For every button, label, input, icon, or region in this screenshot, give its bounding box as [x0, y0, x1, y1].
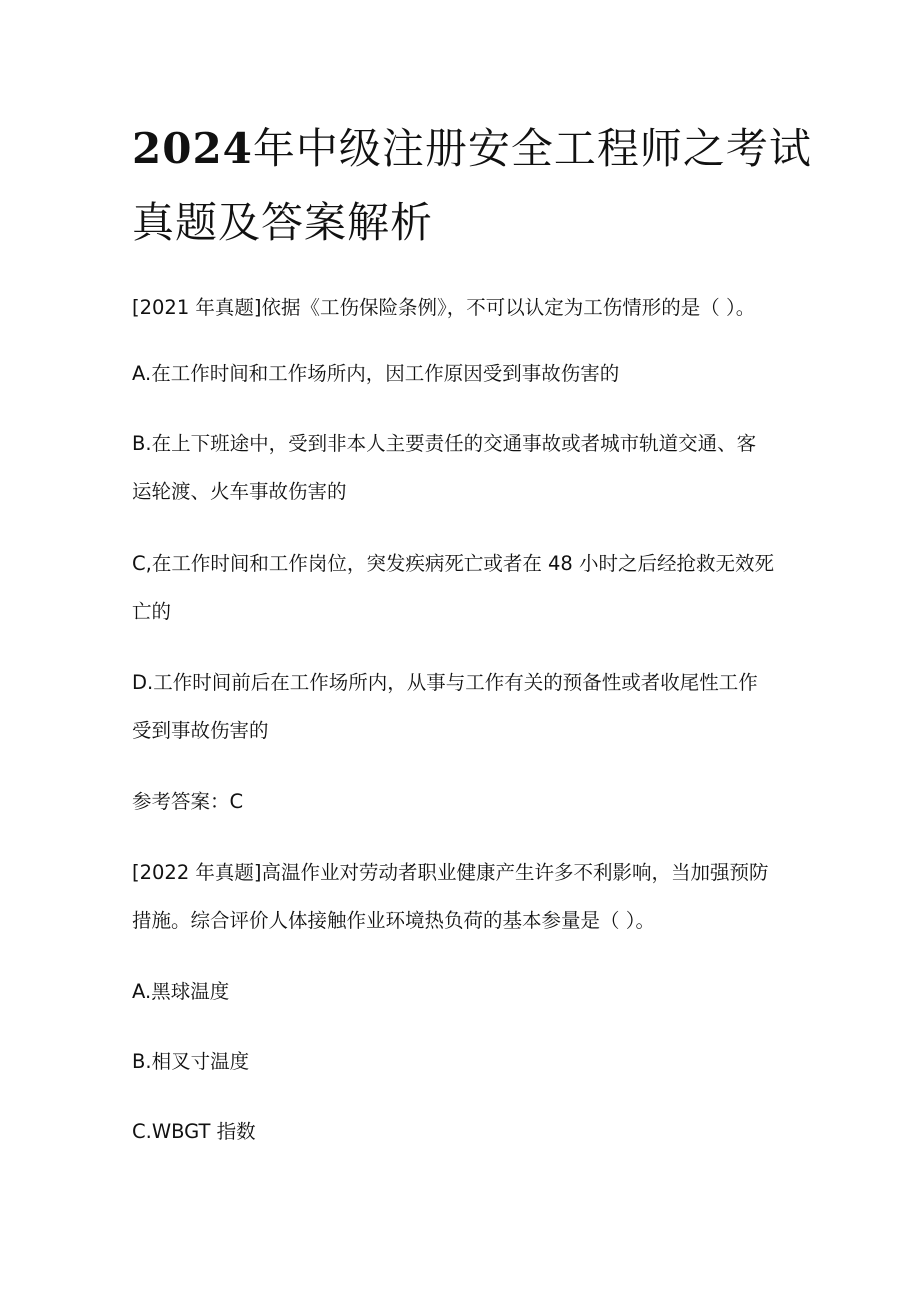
title-line-1-text: 年中级注册安全工程师之考试	[252, 124, 812, 173]
q1-answer: 参考答案：C	[132, 790, 244, 813]
q2-option-c: C.WBGT 指数	[132, 1120, 256, 1143]
q1-option-c-line-2: 亡的	[132, 600, 172, 623]
q1-option-c-line-1: C,在工作时间和工作岗位，突发疾病死亡或者在 48 小时之后经抢救无效死	[132, 552, 775, 575]
q1-option-b	[132, 420, 792, 516]
title-year: 2024	[132, 124, 253, 173]
q1-option-d-line-1: D.工作时间前后在工作场所内，从事与工作有关的预备性或者收尾性工作	[132, 671, 758, 694]
q1-stem: [2021 年真题]依据《工伤保险条例》，不可以认定为工伤情形的是（ ）。	[132, 296, 756, 319]
q1-option-d	[132, 659, 792, 755]
title-line-1	[132, 112, 812, 186]
q1-option-d-line-2: 受到事故伤害的	[132, 719, 269, 742]
q1-option-b-line-2: 运轮渡、火车事故伤害的	[132, 480, 347, 503]
q1-option-b-line-1: B.在上下班途中，受到非本人主要责任的交通事故或者城市轨道交通、客	[132, 432, 757, 455]
q2-stem-line-2: 措施。综合评价人体接触作业环境热负荷的基本参量是（ ）。	[132, 909, 655, 932]
q2-stem-line-1: [2022 年真题]高温作业对劳动者职业健康产生许多不利影响，当加强预防	[132, 861, 769, 884]
q2-stem	[132, 849, 792, 945]
q1-option-c	[132, 540, 792, 636]
document-title	[132, 112, 812, 260]
q2-option-a: A.黑球温度	[132, 980, 230, 1003]
q2-option-b: B.相叉寸温度	[132, 1050, 250, 1073]
title-line-2: 真题及答案解析	[132, 198, 434, 247]
q1-option-a: A.在工作时间和工作场所内，因工作原因受到事故伤害的	[132, 362, 620, 385]
